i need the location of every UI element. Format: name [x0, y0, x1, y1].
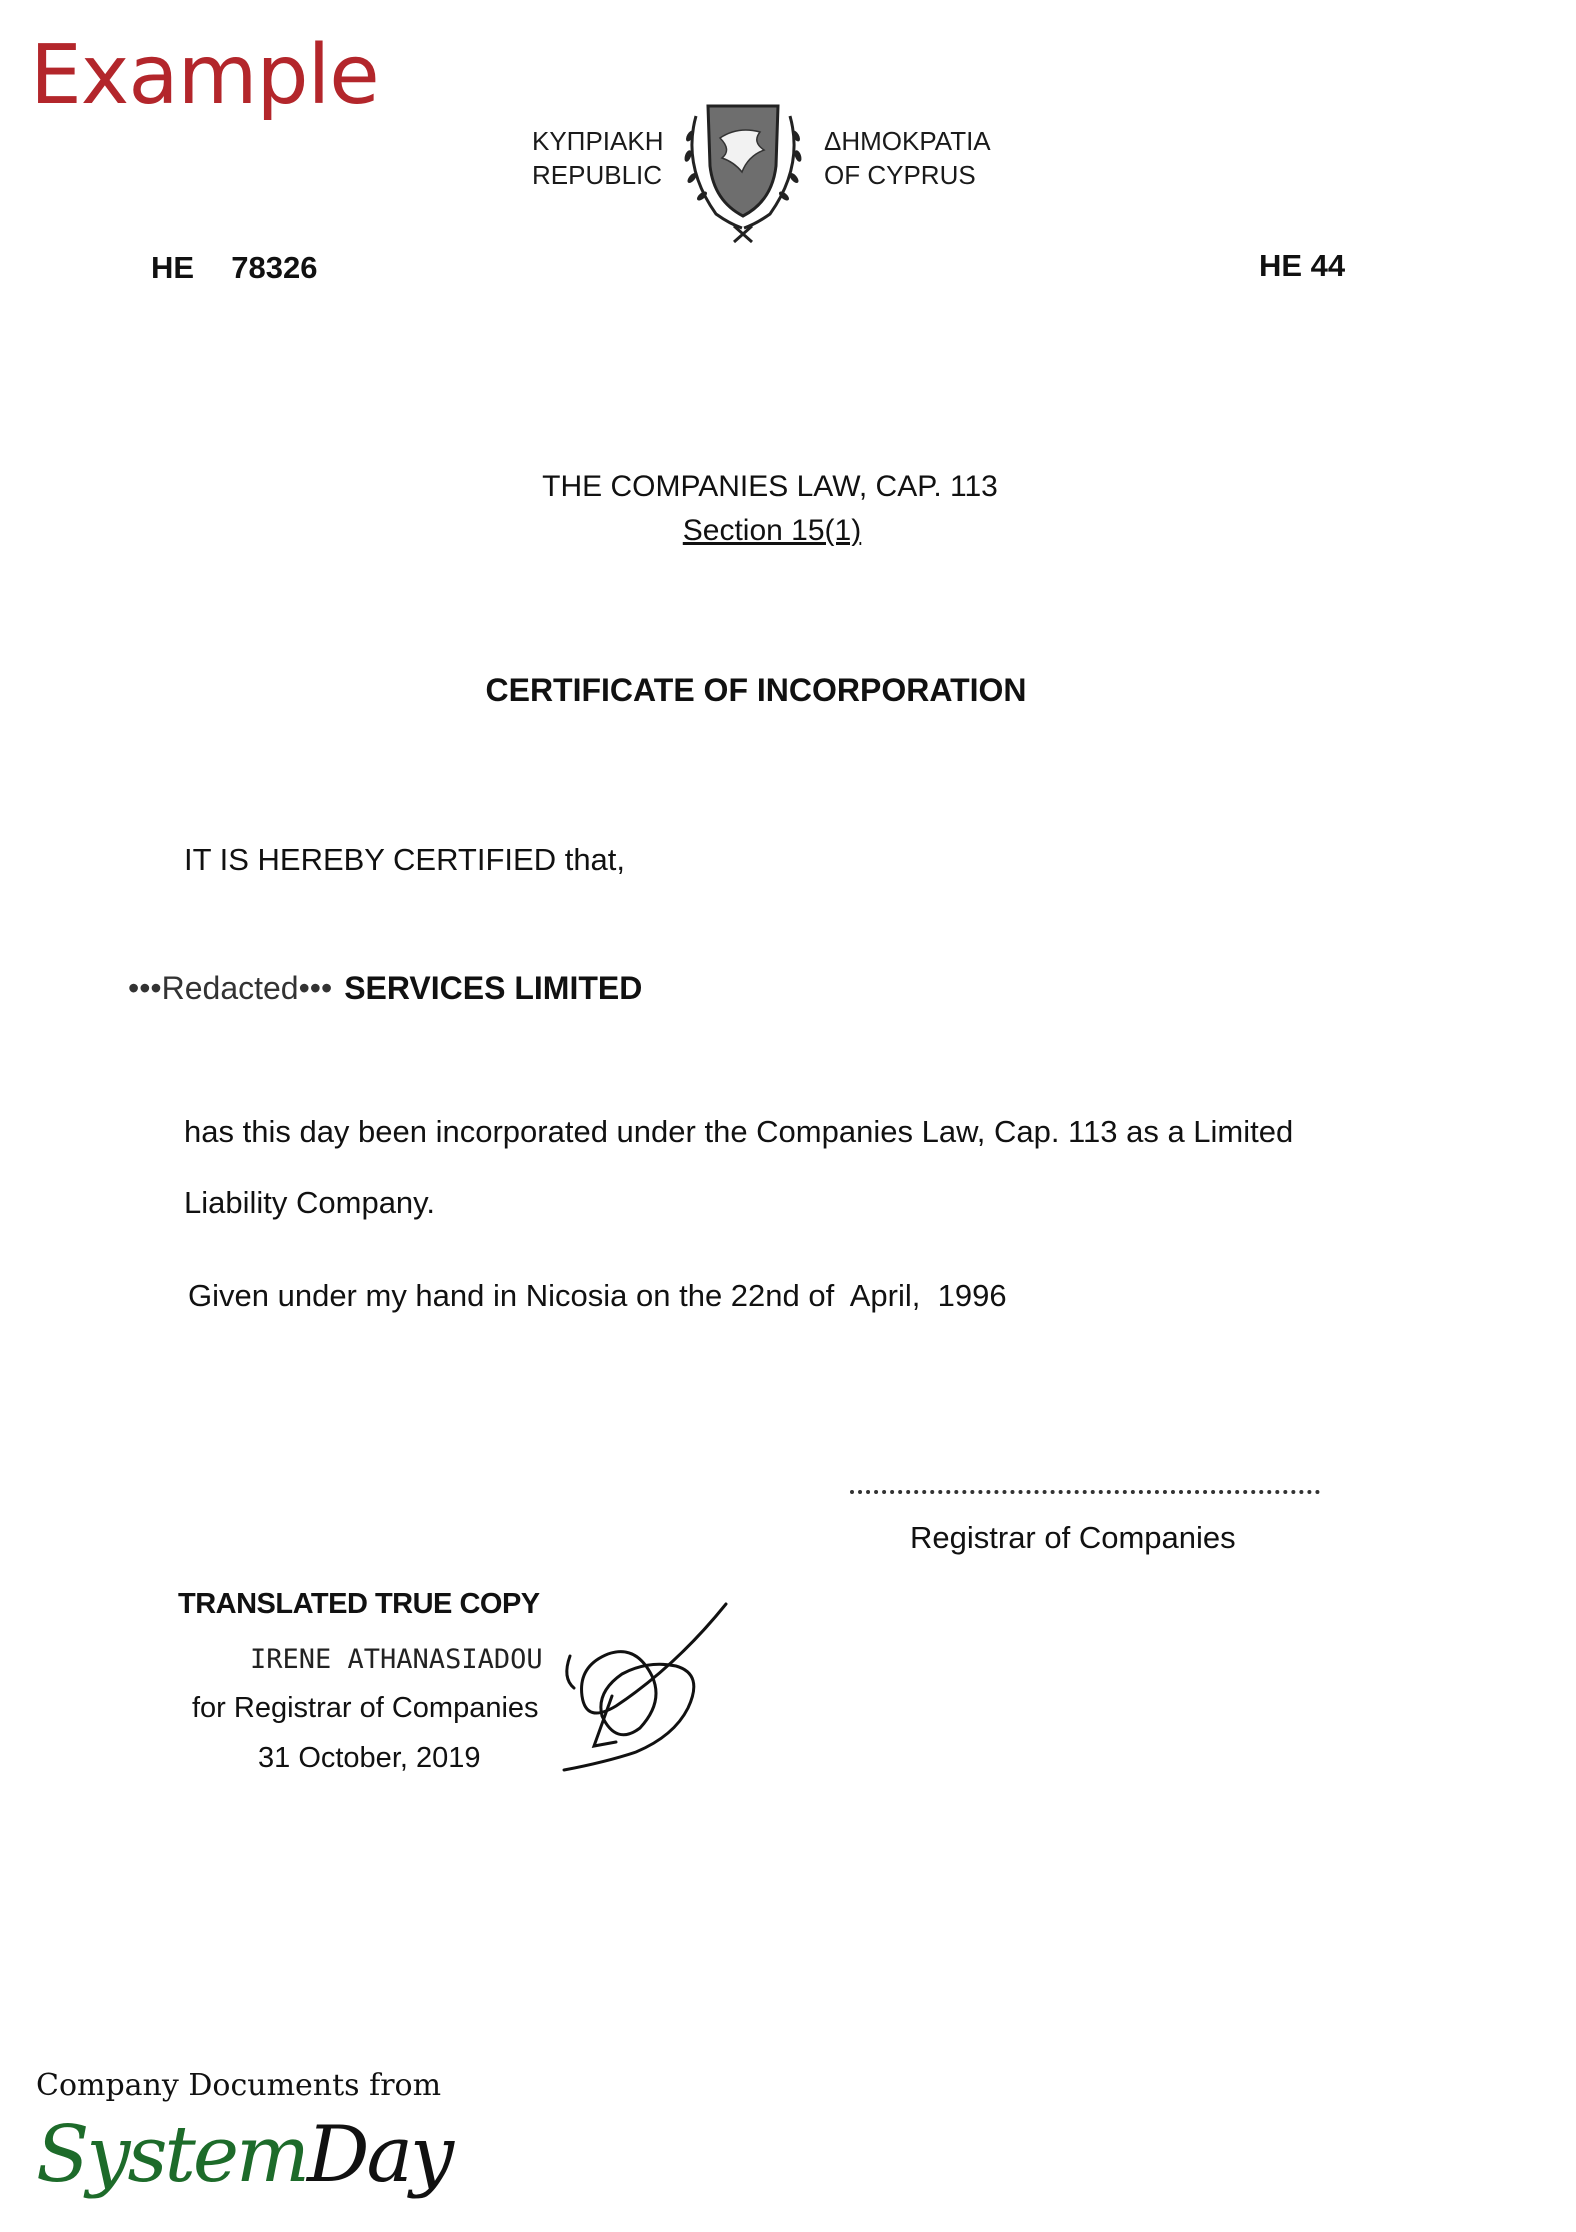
- true-copy-title: TRANSLATED TRUE COPY: [178, 1588, 540, 1620]
- header-left-text: [532, 124, 664, 192]
- example-watermark: Example: [30, 28, 379, 123]
- true-copy-name: IRENE ATHANASIADOU: [250, 1644, 543, 1675]
- law-section: Section 15(1): [682, 514, 862, 547]
- form-number: HE 44: [1259, 248, 1346, 283]
- true-copy-date: 31 October, 2019: [258, 1742, 481, 1774]
- logo-part-system: System: [36, 2110, 307, 2200]
- header-right-text: [824, 124, 991, 192]
- true-copy-for: for Registrar of Companies: [192, 1692, 539, 1724]
- registrar-title: Registrar of Companies: [910, 1520, 1236, 1555]
- header-left-line-greek: ΚΥΠΡΙΑΚΗ: [532, 126, 664, 156]
- registration-number: HE 78326: [151, 250, 318, 285]
- header-left-line-english: REPUBLIC: [532, 160, 663, 190]
- footer-tagline: Company Documents from: [36, 2068, 442, 2103]
- law-title: THE COMPANIES LAW, CAP. 113: [542, 470, 998, 503]
- incorporation-text-line-2: Liability Company.: [184, 1185, 435, 1220]
- company-name-line: [128, 970, 642, 1007]
- cyprus-coat-of-arms-icon: [668, 96, 818, 246]
- certified-statement: IT IS HEREBY CERTIFIED that,: [184, 842, 626, 877]
- incorporation-text-line-1: has this day been incorporated under the Companies Law, Cap. 113 as a Limited: [184, 1114, 1294, 1149]
- redacted-company-prefix: •••Redacted•••: [128, 970, 333, 1006]
- logo-part-day: Day: [307, 2110, 452, 2200]
- given-statement: Given under my hand in Nicosia on the 22nd of April, 1996: [188, 1278, 1007, 1313]
- header-right-line-greek: ΔΗΜΟΚΡΑΤΙΑ: [824, 126, 991, 156]
- handwritten-signature-icon: [556, 1596, 736, 1776]
- company-name-suffix: SERVICES LIMITED: [344, 970, 643, 1006]
- signature-dotted-line: [850, 1482, 1320, 1494]
- certificate-title: CERTIFICATE OF INCORPORATION: [485, 672, 1027, 708]
- systemday-logo: [36, 2110, 451, 2200]
- header-right-line-english: OF CYPRUS: [824, 160, 976, 190]
